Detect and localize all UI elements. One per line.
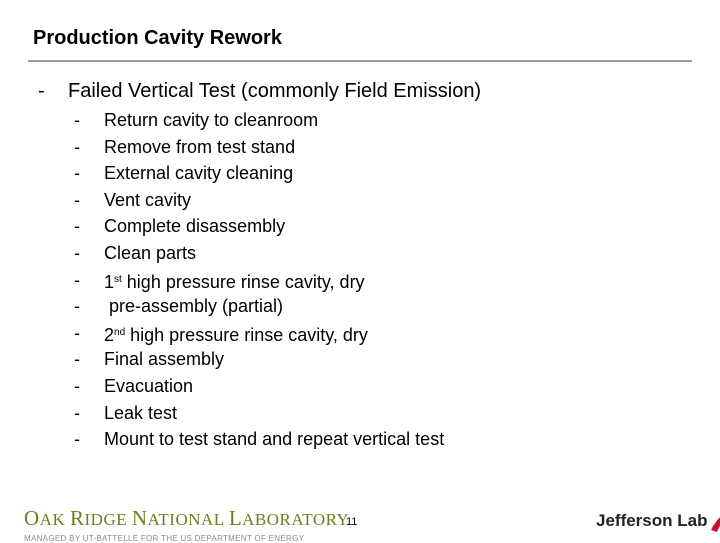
step-marker: - — [74, 375, 80, 396]
step-item — [74, 242, 444, 269]
step-marker: - — [74, 163, 80, 184]
step-item — [74, 348, 444, 375]
step-marker: - — [74, 242, 80, 263]
step-text-body: high pressure rinse cavity, dry — [125, 324, 368, 345]
step-text-body: high pressure rinse cavity, dry — [121, 271, 365, 292]
step-marker: - — [74, 110, 80, 130]
step-text: Vent cavity — [104, 189, 192, 210]
step-text: Remove from test stand — [104, 136, 296, 157]
step-item — [74, 295, 444, 322]
step-item — [74, 162, 444, 189]
step-item — [74, 189, 444, 216]
step-item — [74, 269, 444, 296]
step-item — [74, 428, 444, 455]
step-ordinal-number: 1 — [104, 271, 115, 292]
ornl-logo-subtitle: MANAGED BY UT-BATTELLE FOR THE US DEPARTMENT OF ENERGY — [24, 534, 305, 543]
step-item — [74, 215, 444, 242]
main-bullet-text: Failed Vertical Test (commonly Field Emission) — [68, 80, 482, 102]
step-marker: - — [74, 429, 80, 450]
step-text: Evacuation — [104, 375, 194, 396]
step-ordinal-number: 2 — [104, 324, 115, 345]
step-text: pre-assembly (partial) — [104, 296, 284, 317]
step-text: Clean parts — [104, 242, 197, 263]
step-marker: - — [74, 136, 80, 157]
step-item — [74, 375, 444, 402]
step-marker: - — [74, 322, 80, 343]
step-text: Mount to test stand and repeat vertical test — [104, 429, 445, 450]
step-text: Return cavity to cleanroom — [104, 110, 319, 130]
ornl-logo — [24, 506, 349, 543]
step-item — [74, 136, 444, 163]
title-divider — [28, 60, 692, 62]
step-marker: - — [74, 216, 80, 237]
ornl-logo-name: OAK RIDGE NATIONAL LABORATORY — [24, 506, 350, 530]
main-bullet-marker: - — [38, 80, 45, 102]
jefferson-lab-swoosh-icon — [709, 506, 720, 536]
step-ordinal-suffix: st — [114, 273, 122, 285]
step-text: Complete disassembly — [104, 216, 286, 237]
step-text — [104, 322, 368, 349]
step-marker: - — [74, 269, 80, 290]
jefferson-lab-logo — [596, 506, 720, 536]
step-item — [74, 322, 444, 349]
step-item — [74, 402, 444, 429]
step-marker: - — [74, 402, 80, 423]
step-ordinal-suffix: nd — [114, 326, 126, 338]
step-text — [104, 269, 365, 296]
jefferson-lab-logo-text: Jefferson Lab — [596, 511, 708, 530]
step-marker: - — [74, 296, 80, 317]
slide-title: Production Cavity Rework — [33, 27, 282, 49]
step-text: Leak test — [104, 402, 178, 423]
step-text: External cavity cleaning — [104, 163, 294, 184]
step-item — [74, 109, 444, 136]
step-marker: - — [74, 349, 80, 370]
page-number: 11 — [346, 516, 358, 528]
rework-steps-list — [74, 109, 444, 455]
step-text: Final assembly — [104, 349, 225, 370]
step-marker: - — [74, 189, 80, 210]
